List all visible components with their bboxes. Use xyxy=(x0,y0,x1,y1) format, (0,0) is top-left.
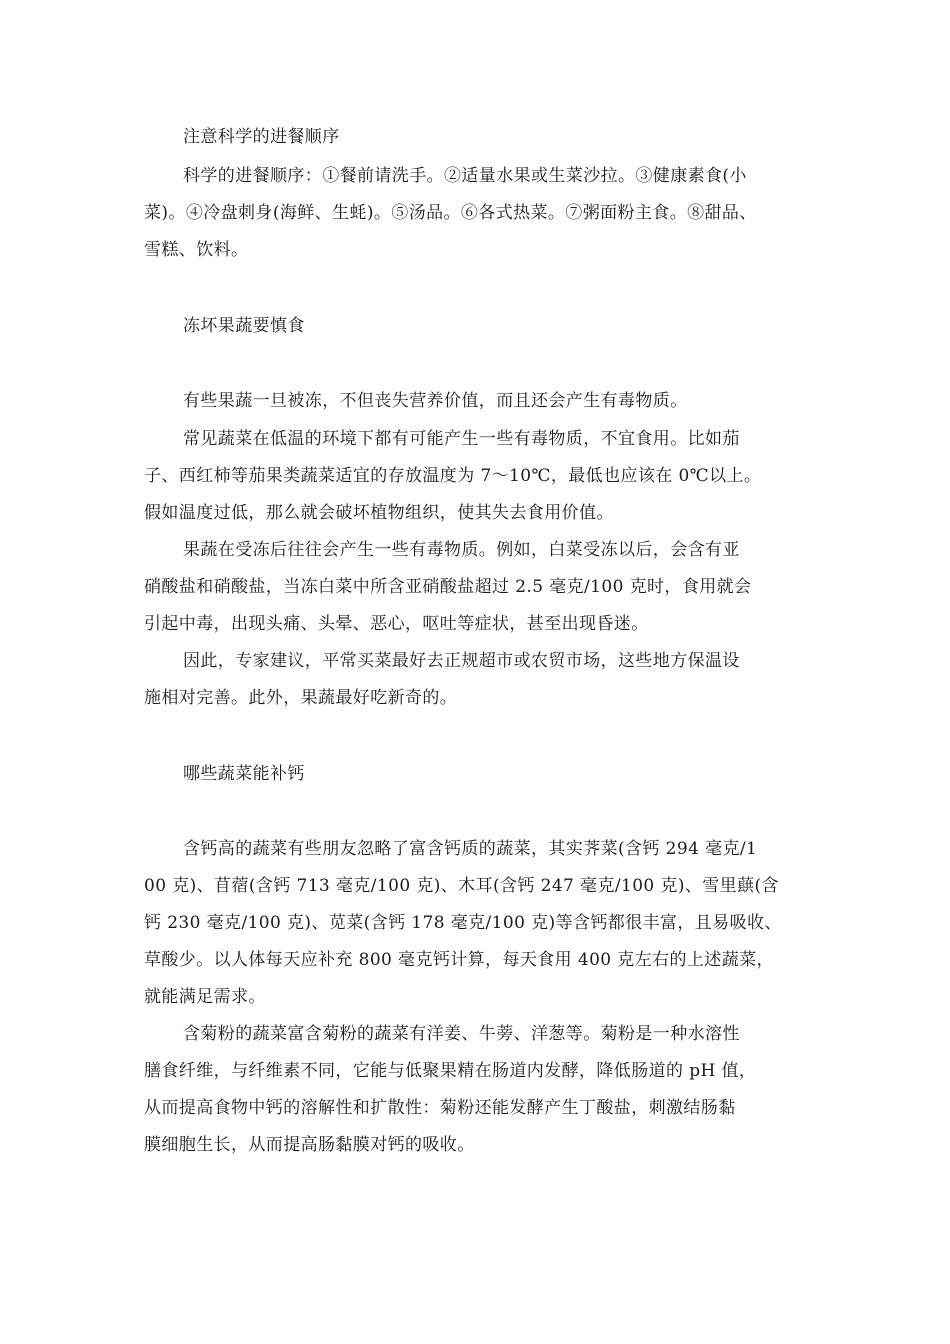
paragraph-line: 因此，专家建议，平常买菜最好去正规超市或农贸市场，这些地方保温设 xyxy=(183,651,740,671)
section-heading: 冻坏果蔬要慎食 xyxy=(183,316,305,336)
paragraph-line: 科学的进餐顺序：①餐前请洗手。②适量水果或生菜沙拉。③健康素食(小 xyxy=(183,166,747,186)
paragraph-line: 草酸少。以人体每天应补充 800 毫克钙计算，每天食用 400 克左右的上述蔬菜， xyxy=(144,950,774,970)
paragraph-line: 就能满足需求。 xyxy=(144,987,266,1007)
paragraph-line: 子、西红柿等茄果类蔬菜适宜的存放温度为 7～10℃，最低也应该在 0℃以上。 xyxy=(144,466,762,486)
paragraph-line: 膜细胞生长，从而提高肠黏膜对钙的吸收。 xyxy=(144,1135,475,1155)
paragraph-line: 含钙高的蔬菜有些朋友忽略了富含钙质的蔬菜，其实荠菜(含钙 294 毫克/1 xyxy=(183,839,758,859)
paragraph-line: 钙 230 毫克/100 克)、苋菜(含钙 178 毫克/100 克)等含钙都很丰富，且易吸收、 xyxy=(144,913,782,933)
paragraph-line: 引起中毒，出现头痛、头晕、恶心，呕吐等症状，甚至出现昏迷。 xyxy=(144,614,649,634)
section-heading: 注意科学的进餐顺序 xyxy=(183,127,340,147)
paragraph-line: 假如温度过低，那么就会破坏植物组织，使其失去食用价值。 xyxy=(144,503,614,523)
paragraph-line: 雪糕、饮料。 xyxy=(144,240,249,260)
paragraph-line: 施相对完善。此外，果蔬最好吃新奇的。 xyxy=(144,688,458,708)
paragraph-line: 菜)。④冷盘刺身(海鲜、生蚝)。⑤汤品。⑥各式热菜。⑦粥面粉主食。⑧甜品、 xyxy=(144,203,757,223)
section-heading: 哪些蔬菜能补钙 xyxy=(183,764,305,784)
paragraph-line: 膳食纤维，与纤维素不同，它能与低聚果精在肠道内发酵，降低肠道的 pH 值， xyxy=(144,1061,757,1081)
paragraph-line: 含菊粉的蔬菜富含菊粉的蔬菜有洋姜、牛蒡、洋葱等。菊粉是一种水溶性 xyxy=(183,1024,740,1044)
paragraph-line: 00 克)、苜蓿(含钙 713 毫克/100 克)、木耳(含钙 247 毫克/100 克)、雪里蕻(含 xyxy=(144,876,779,896)
paragraph-line: 有些果蔬一旦被冻，不但丧失营养价值，而且还会产生有毒物质。 xyxy=(183,391,688,411)
paragraph-line: 硝酸盐和硝酸盐，当冻白菜中所含亚硝酸盐超过 2.5 毫克/100 克时，食用就会 xyxy=(144,577,752,597)
paragraph-line: 从而提高食物中钙的溶解性和扩散性：菊粉还能发酵产生丁酸盐，刺激结肠黏 xyxy=(144,1098,736,1118)
paragraph-line: 果蔬在受冻后往往会产生一些有毒物质。例如，白菜受冻以后，会含有亚 xyxy=(183,540,740,560)
paragraph-line: 常见蔬菜在低温的环境下都有可能产生一些有毒物质，不宜食用。比如茄 xyxy=(183,429,740,449)
